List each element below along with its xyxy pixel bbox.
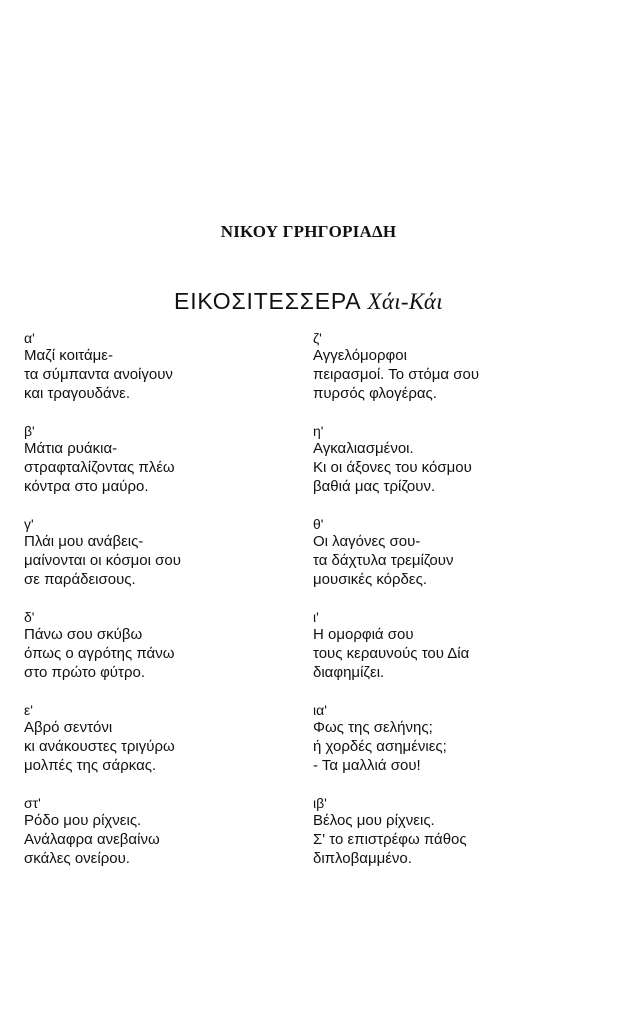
verse-line: Σ' το επιστρέφω πάθος xyxy=(313,831,467,848)
stanza xyxy=(313,330,573,423)
verse-line: Αβρό σεντόνι xyxy=(24,719,113,736)
verse-line: μολπές της σάρκας. xyxy=(24,757,157,774)
verse-line: Αγκαλιασμένοι. xyxy=(313,440,414,457)
stanza-number: ε' xyxy=(24,702,33,718)
stanza xyxy=(24,423,284,516)
verse-line: τους κεραυνούς του Δία xyxy=(313,645,470,662)
stanza xyxy=(24,702,284,795)
stanza-number: ιβ' xyxy=(313,795,327,811)
verse-line: όπως ο αγρότης πάνω xyxy=(24,645,175,662)
title-italic: Χάι-Κάι xyxy=(367,289,443,314)
verse-line: τα σύμπαντα ανοίγουν xyxy=(24,366,173,383)
verse-line: σκάλες ονείρου. xyxy=(24,850,130,867)
right-column xyxy=(313,330,573,888)
verse-line: ή χορδές ασημένιες; xyxy=(313,738,447,755)
verse-line: Η ομορφιά σου xyxy=(313,626,414,643)
stanza xyxy=(24,609,284,702)
verse-line: διπλοβαμμένο. xyxy=(313,850,412,867)
stanza-number: ι' xyxy=(313,609,319,625)
stanza xyxy=(313,795,573,888)
stanza-number: δ' xyxy=(24,609,35,625)
stanza xyxy=(24,330,284,423)
stanza-number: στ' xyxy=(24,795,41,811)
verse-line: Μάτια ρυάκια- xyxy=(24,440,118,457)
verse-line: σε παράδεισους. xyxy=(24,571,136,588)
verse-line: Ρόδο μου ρίχνεις. xyxy=(24,812,142,829)
stanza xyxy=(313,516,573,609)
verse-line: τα δάχτυλα τρεμίζουν xyxy=(313,552,454,569)
verse-line: Μαζί κοιτάμε- xyxy=(24,347,113,364)
verse-line: Οι λαγόνες σου- xyxy=(313,533,421,550)
verse-line: βαθιά μας τρίζουν. xyxy=(313,478,436,495)
left-column xyxy=(24,330,284,888)
verse-line: κι ανάκουστες τριγύρω xyxy=(24,738,175,755)
stanza xyxy=(313,423,573,516)
verse-line: κόντρα στο μαύρο. xyxy=(24,478,149,495)
verse-line: πυρσός φλογέρας. xyxy=(313,385,437,402)
stanza-number: α' xyxy=(24,330,35,346)
stanza xyxy=(24,795,284,888)
verse-line: Πλάι μου ανάβεις- xyxy=(24,533,144,550)
verse-line: Κι οι άξονες του κόσμου xyxy=(313,459,472,476)
stanza-number: η' xyxy=(313,423,324,439)
verse-line: στο πρώτο φύτρο. xyxy=(24,664,145,681)
verse-line: Βέλος μου ρίχνεις. xyxy=(313,812,435,829)
stanza xyxy=(313,609,573,702)
verse-line: - Τα μαλλιά σου! xyxy=(313,757,421,774)
stanza-number: γ' xyxy=(24,516,34,532)
verse-line: πειρασμοί. Το στόμα σου xyxy=(313,366,480,383)
stanza-number: β' xyxy=(24,423,35,439)
verse-line: Ανάλαφρα ανεβαίνω xyxy=(24,831,160,848)
verse-line: μαίνονται οι κόσμοι σου xyxy=(24,552,181,569)
verse-line: στραφταλίζοντας πλέω xyxy=(24,459,175,476)
title-main: ΕΙΚΟΣΙΤΕΣΣΕΡΑ xyxy=(174,288,362,314)
verse-line: Φως της σελήνης; xyxy=(313,719,433,736)
poem-title xyxy=(0,288,617,315)
stanza-number: ζ' xyxy=(313,330,322,346)
verse-line: Αγγελόμορφοι xyxy=(313,347,407,364)
stanza-number: ια' xyxy=(313,702,327,718)
verse-line: Πάνω σου σκύβω xyxy=(24,626,143,643)
verse-line: και τραγουδάνε. xyxy=(24,385,131,402)
author-heading: ΝΙΚΟΥ ΓΡΗΓΟΡΙΑΔΗ xyxy=(220,222,397,241)
verse-line: διαφημίζει. xyxy=(313,664,385,681)
verse-line: μουσικές κόρδες. xyxy=(313,571,427,588)
stanza xyxy=(313,702,573,795)
stanza-number: θ' xyxy=(313,516,324,532)
stanza xyxy=(24,516,284,609)
